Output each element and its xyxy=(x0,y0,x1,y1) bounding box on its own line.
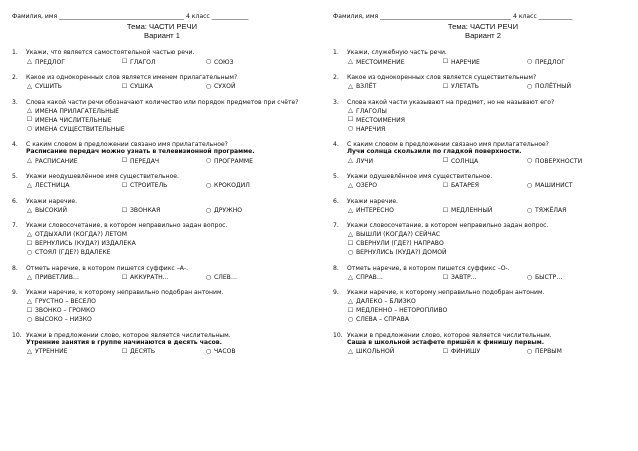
answer-option[interactable] xyxy=(26,157,121,165)
square-icon[interactable]: ☐ xyxy=(121,347,128,356)
answer-option-label: СОЮЗ xyxy=(214,58,234,66)
answer-options xyxy=(26,83,312,91)
question-item xyxy=(12,49,312,66)
answer-option[interactable] xyxy=(205,157,253,165)
answer-option[interactable] xyxy=(26,207,121,215)
circle-icon[interactable]: ○ xyxy=(347,315,354,324)
answer-option[interactable] xyxy=(26,116,312,124)
question-item xyxy=(333,289,633,323)
answer-option-label: ВЕРНУЛИСЬ (КУДА?) ИЗДАЛЕКА xyxy=(35,240,136,248)
answer-option[interactable] xyxy=(26,58,121,66)
circle-icon[interactable]: ○ xyxy=(205,272,212,281)
answer-option[interactable] xyxy=(347,348,442,356)
question-number: 7. xyxy=(12,222,18,230)
question-text: С каким словом в предложении связано имя прилагательное? xyxy=(26,141,228,149)
question-number: 6. xyxy=(12,197,18,205)
answer-option[interactable] xyxy=(347,298,633,306)
circle-icon[interactable]: ○ xyxy=(26,124,33,133)
answer-options xyxy=(347,83,633,91)
answer-option[interactable] xyxy=(347,307,633,315)
answer-options xyxy=(347,274,633,282)
answer-option-label: МАШИНИСТ xyxy=(535,182,573,190)
triangle-icon[interactable]: △ xyxy=(348,347,353,356)
circle-icon[interactable]: ○ xyxy=(526,272,533,281)
answer-option[interactable] xyxy=(347,83,442,91)
answer-option-label: ВЫСОКО – НИЗКО xyxy=(35,316,92,324)
worksheet-topic: Тема: ЧАСТИ РЕЧИ xyxy=(447,22,519,31)
question-number: 10. xyxy=(12,331,22,339)
square-icon[interactable]: ☐ xyxy=(442,82,449,91)
square-icon[interactable]: ☐ xyxy=(442,205,449,214)
answer-option-label: ВЗЛЁТ xyxy=(356,83,377,91)
question-item xyxy=(333,198,633,215)
square-icon[interactable]: ☐ xyxy=(347,239,354,248)
answer-option-label: ЧАСОВ xyxy=(214,348,236,356)
question-text: Укажи словосочетание, в котором неправильно задан вопрос. xyxy=(26,222,228,230)
answer-option-label: ДАЛЕКО – БЛИЗКО xyxy=(356,298,416,306)
answer-option[interactable] xyxy=(26,231,312,239)
question-text: Укажи наречие. xyxy=(347,197,399,205)
answer-option-label: РАСПИСАНИЕ xyxy=(35,157,78,165)
triangle-icon[interactable]: △ xyxy=(27,272,32,281)
question-text: Укажи одушевлённое имя существительное. xyxy=(347,172,493,180)
answer-option-label: МЕДЛЕННЫЙ xyxy=(451,207,493,215)
answer-option[interactable] xyxy=(26,316,312,324)
question-item xyxy=(333,265,633,282)
question-item xyxy=(12,289,312,323)
question-text: Слова какой части речи обозначают количество или порядок предметов при счёте? xyxy=(26,98,299,106)
answer-option-label: УТРЕННИЕ xyxy=(35,348,68,356)
question-sentence: Расписание передач можно узнать в телевизионной программе. xyxy=(26,148,255,156)
answer-options xyxy=(26,348,312,356)
answer-option[interactable] xyxy=(347,249,633,257)
answer-option[interactable] xyxy=(347,116,633,124)
square-icon[interactable]: ☐ xyxy=(26,239,33,248)
question-list xyxy=(333,49,633,356)
question-item xyxy=(12,74,312,91)
answer-option-label: ПРЕДЛОГ xyxy=(535,58,565,66)
square-icon[interactable]: ☐ xyxy=(26,115,33,124)
circle-icon[interactable]: ○ xyxy=(526,156,533,165)
answer-option[interactable] xyxy=(347,240,633,248)
question-item xyxy=(12,173,312,190)
question-item xyxy=(333,332,633,356)
answer-options xyxy=(26,231,312,257)
square-icon[interactable]: ☐ xyxy=(347,115,354,124)
square-icon[interactable]: ☐ xyxy=(121,272,128,281)
square-icon[interactable]: ☐ xyxy=(347,306,354,315)
question-text: Укажи наречие, к которому неправильно подобран антоним. xyxy=(26,289,224,297)
answer-option-label: ИМЕНА ПРИЛАГАТЕЛЬНЫЕ xyxy=(35,107,119,115)
question-number: 3. xyxy=(12,98,18,106)
triangle-icon[interactable]: △ xyxy=(27,82,32,91)
answer-option[interactable] xyxy=(347,231,633,239)
answer-option-label: МЕДЛЕННО – НЕТОРОПЛИВО xyxy=(356,307,448,315)
answer-options xyxy=(347,107,633,133)
question-item xyxy=(12,265,312,282)
question-number: 2. xyxy=(333,73,339,81)
square-icon[interactable]: ☐ xyxy=(121,156,128,165)
answer-option-label: ЗВОНКО – ГРОМКО xyxy=(35,307,96,315)
answer-option[interactable] xyxy=(205,207,242,215)
question-text: Отметь наречие, в котором пишется суффикс –О-. xyxy=(347,264,510,272)
answer-option-label: ИНТЕРЕСНО xyxy=(356,207,394,215)
answer-option-label: ТЯЖЁЛАЯ xyxy=(535,207,567,215)
answer-options xyxy=(26,107,312,133)
question-item xyxy=(333,141,633,165)
answer-option-label: ВЫШЛИ (КОГДА?) СЕЙЧАС xyxy=(356,231,441,239)
question-item xyxy=(333,74,633,91)
worksheet-topic: Тема: ЧАСТИ РЕЧИ xyxy=(126,22,198,31)
answer-option-label: ИМЕНА СУЩЕСТВИТЕЛЬНЫЕ xyxy=(35,125,125,133)
question-text: Укажи, что является самостоятельной частью речи. xyxy=(26,49,195,57)
question-item xyxy=(12,332,312,356)
question-text: Укажи неодушевлённое имя существительное. xyxy=(26,172,179,180)
answer-option-label: ЗАВТР… xyxy=(451,274,477,282)
question-item xyxy=(333,222,633,256)
answer-option-label: ИМЕНА ЧИСЛИТЕЛЬНЫЕ xyxy=(35,116,112,124)
name-class-line: Фамилия, имя ___________________________________________ 4 класс ___________ xyxy=(333,13,573,20)
answer-option[interactable] xyxy=(526,207,566,215)
answer-options xyxy=(347,348,633,356)
answer-option[interactable] xyxy=(347,182,442,190)
answer-option[interactable] xyxy=(26,274,121,282)
circle-icon[interactable]: ○ xyxy=(526,181,533,190)
answer-option-label: СОЛНЦА xyxy=(451,157,479,165)
answer-option[interactable] xyxy=(526,274,562,282)
question-text: Укажи в предложении слово, которое является числительным. xyxy=(26,331,231,339)
question-sentence: Саша в школьной эстафете пришёл к финишу первым. xyxy=(347,338,545,346)
answer-option-label: ДЕСЯТЬ xyxy=(130,348,156,356)
square-icon[interactable]: ☐ xyxy=(26,306,33,315)
question-number: 2. xyxy=(12,73,18,81)
answer-option-label: СУШИТЬ xyxy=(35,83,62,91)
answer-option-label: СЛЕВА – СПРАВА xyxy=(356,316,409,324)
answer-options xyxy=(347,58,633,66)
circle-icon[interactable]: ○ xyxy=(205,82,212,91)
circle-icon[interactable]: ○ xyxy=(205,347,212,356)
triangle-icon[interactable]: △ xyxy=(27,347,32,356)
triangle-icon[interactable]: △ xyxy=(348,230,353,239)
answer-option[interactable] xyxy=(442,182,526,190)
question-number: 1. xyxy=(333,49,339,57)
answer-option[interactable] xyxy=(26,307,312,315)
question-item xyxy=(12,99,312,133)
answer-option[interactable] xyxy=(526,157,582,165)
question-sentence: Утренние занятия в группе начинаются в десять часов. xyxy=(26,338,222,346)
answer-option-label: ФИНИШУ xyxy=(451,348,481,356)
square-icon[interactable]: ☐ xyxy=(442,272,449,281)
answer-option[interactable] xyxy=(205,83,236,91)
answer-options xyxy=(26,157,312,165)
circle-icon[interactable]: ○ xyxy=(526,347,533,356)
triangle-icon[interactable]: △ xyxy=(348,297,353,306)
worksheet-title-block xyxy=(12,22,312,40)
question-item xyxy=(12,198,312,215)
question-number: 3. xyxy=(333,98,339,106)
answer-option-label: АККУРАТН… xyxy=(130,274,169,282)
answer-option[interactable] xyxy=(526,182,573,190)
question-text: Укажи словосочетание, в котором неправильно задан вопрос. xyxy=(347,222,549,230)
question-text: Укажи наречие. xyxy=(26,197,78,205)
answer-option-label: БАТАРЕЯ xyxy=(451,182,479,190)
question-number: 9. xyxy=(12,289,18,297)
question-number: 5. xyxy=(333,172,339,180)
answer-option[interactable] xyxy=(347,316,633,324)
question-text: Укажи, служебную часть речи. xyxy=(347,49,447,57)
question-number: 6. xyxy=(333,197,339,205)
answer-option-label: ЗВОНКАЯ xyxy=(130,207,161,215)
answer-option[interactable] xyxy=(442,348,526,356)
answer-option[interactable] xyxy=(442,274,526,282)
worksheet-variant-2 xyxy=(333,13,633,364)
answer-option[interactable] xyxy=(26,83,121,91)
question-sentence: Лучи солнца скользили по гладкой поверхности. xyxy=(347,148,522,156)
answer-option-label: СВЕРНУЛИ (ГДЕ?) НАПРАВО xyxy=(356,240,444,248)
square-icon[interactable]: ☐ xyxy=(442,57,449,66)
triangle-icon[interactable]: △ xyxy=(27,106,32,115)
answer-option[interactable] xyxy=(442,83,526,91)
answer-option[interactable] xyxy=(121,58,205,66)
answer-options xyxy=(26,298,312,324)
answer-option[interactable] xyxy=(205,182,250,190)
question-number: 4. xyxy=(12,141,18,149)
answer-option[interactable] xyxy=(526,58,565,66)
question-text: Укажи наречие, к которому неправильно подобран антоним. xyxy=(347,289,545,297)
square-icon[interactable]: ☐ xyxy=(121,205,128,214)
question-number: 1. xyxy=(12,49,18,57)
square-icon[interactable]: ☐ xyxy=(442,347,449,356)
answer-option-label: НАРЕЧИЯ xyxy=(356,125,386,133)
answer-option[interactable] xyxy=(347,107,633,115)
circle-icon[interactable]: ○ xyxy=(205,205,212,214)
answer-option[interactable] xyxy=(442,58,526,66)
answer-options xyxy=(347,231,633,257)
answer-option-label: КРОКОДИЛ xyxy=(214,182,250,190)
question-number: 9. xyxy=(333,289,339,297)
question-text: Какое из однокоренных слов является существительным? xyxy=(347,73,537,81)
triangle-icon[interactable]: △ xyxy=(348,181,353,190)
triangle-icon[interactable]: △ xyxy=(348,82,353,91)
answer-option-label: СУХОЙ xyxy=(214,83,236,91)
circle-icon[interactable]: ○ xyxy=(205,57,212,66)
answer-option[interactable] xyxy=(205,348,236,356)
answer-option-label: ПЕРВЫМ xyxy=(535,348,562,356)
question-text: Какое из однокоренных слов является именем прилагательным? xyxy=(26,73,238,81)
triangle-icon[interactable]: △ xyxy=(27,205,32,214)
circle-icon[interactable]: ○ xyxy=(526,57,533,66)
answer-options xyxy=(347,207,633,215)
question-text: Отметь наречие, в котором пишется суффикс –А-. xyxy=(26,264,189,272)
answer-options xyxy=(26,182,312,190)
answer-option[interactable] xyxy=(26,182,121,190)
question-item xyxy=(12,222,312,256)
answer-option-label: ЛУЧИ xyxy=(356,157,374,165)
answer-option[interactable] xyxy=(26,298,312,306)
answer-option[interactable] xyxy=(347,274,442,282)
answer-option-label: ВЫСОКИЙ xyxy=(35,207,68,215)
square-icon[interactable]: ☐ xyxy=(121,181,128,190)
triangle-icon[interactable]: △ xyxy=(27,57,32,66)
answer-option-label: НАРЕЧИЕ xyxy=(451,58,480,66)
circle-icon[interactable]: ○ xyxy=(347,248,354,257)
answer-option[interactable] xyxy=(121,157,205,165)
answer-options xyxy=(26,274,312,282)
worksheet-variant-label: Вариант 1 xyxy=(144,31,180,41)
answer-options xyxy=(347,182,633,190)
answer-option-label: ОЗЕРО xyxy=(356,182,378,190)
answer-option[interactable] xyxy=(347,207,442,215)
triangle-icon[interactable]: △ xyxy=(348,205,353,214)
answer-option-label: ПЕРЕДАЧ xyxy=(130,157,160,165)
answer-option-label: ГЛАГОЛЫ xyxy=(356,107,387,115)
circle-icon[interactable]: ○ xyxy=(205,181,212,190)
answer-option-label: ВЕРНУЛИСЬ (КУДА?) ДОМОЙ xyxy=(356,249,447,257)
triangle-icon[interactable]: △ xyxy=(348,156,353,165)
question-number: 8. xyxy=(12,264,18,272)
triangle-icon[interactable]: △ xyxy=(27,297,32,306)
triangle-icon[interactable]: △ xyxy=(27,181,32,190)
square-icon[interactable]: ☐ xyxy=(442,181,449,190)
answer-option[interactable] xyxy=(347,125,633,133)
circle-icon[interactable]: ○ xyxy=(526,82,533,91)
question-text: Слова какой части указывают на предмет, но не называют его? xyxy=(347,98,555,106)
question-number: 10. xyxy=(333,331,343,339)
answer-option[interactable] xyxy=(121,348,205,356)
answer-option[interactable] xyxy=(121,274,205,282)
answer-option[interactable] xyxy=(121,207,205,215)
answer-option[interactable] xyxy=(526,348,562,356)
question-item xyxy=(12,141,312,165)
triangle-icon[interactable]: △ xyxy=(27,156,32,165)
question-item xyxy=(333,99,633,133)
answer-option-label: ГЛАГОЛ xyxy=(130,58,156,66)
circle-icon[interactable]: ○ xyxy=(205,156,212,165)
answer-option-label: СТОЯЛ (ГДЕ?) ВДАЛЕКЕ xyxy=(35,249,111,257)
answer-option[interactable] xyxy=(121,83,205,91)
answer-options xyxy=(26,207,312,215)
answer-option-label: ОТДЫХАЛИ (КОГДА?) ЛЕТОМ xyxy=(35,231,127,239)
question-number: 4. xyxy=(333,141,339,149)
answer-option[interactable] xyxy=(26,348,121,356)
answer-option-label: МЕСТОИМЕНИЯ xyxy=(356,116,405,124)
answer-option-label: СЛЕВ… xyxy=(214,274,237,282)
answer-option-label: УЛЕТАТЬ xyxy=(451,83,479,91)
circle-icon[interactable]: ○ xyxy=(26,248,33,257)
answer-option-label: ПОВЕРХНОСТИ xyxy=(535,157,583,165)
answer-option-label: ПРОГРАММЕ xyxy=(214,157,253,165)
triangle-icon[interactable]: △ xyxy=(348,272,353,281)
answer-option[interactable] xyxy=(26,125,312,133)
answer-option-label: ШКОЛЬНОЙ xyxy=(356,348,395,356)
answer-option[interactable] xyxy=(347,157,442,165)
question-number: 5. xyxy=(12,172,18,180)
answer-option-label: ПРЕДЛОГ xyxy=(35,58,65,66)
answer-options xyxy=(347,157,633,165)
answer-option[interactable] xyxy=(526,83,571,91)
question-text: Укажи в предложении слово, которое является числительным. xyxy=(347,331,552,339)
answer-option[interactable] xyxy=(442,207,526,215)
answer-option[interactable] xyxy=(205,58,234,66)
worksheet-variant-1 xyxy=(12,13,312,364)
answer-option[interactable] xyxy=(26,240,312,248)
answer-option-label: ПОЛЁТНЫЙ xyxy=(535,83,572,91)
answer-option[interactable] xyxy=(26,107,312,115)
circle-icon[interactable]: ○ xyxy=(526,205,533,214)
answer-option-label: ГРУСТНО – ВЕСЕЛО xyxy=(35,298,96,306)
answer-option-label: СТРОИТЕЛЬ xyxy=(130,182,168,190)
circle-icon[interactable]: ○ xyxy=(347,124,354,133)
question-text: С каким словом в предложении связано имя прилагательное? xyxy=(347,141,549,149)
question-number: 7. xyxy=(333,222,339,230)
answer-option-label: ПРИВЕТЛИВ… xyxy=(35,274,79,282)
question-number: 8. xyxy=(333,264,339,272)
answer-option[interactable] xyxy=(205,274,237,282)
circle-icon[interactable]: ○ xyxy=(26,315,33,324)
question-list xyxy=(12,49,312,356)
answer-option[interactable] xyxy=(121,182,205,190)
square-icon[interactable]: ☐ xyxy=(121,82,128,91)
answer-option[interactable] xyxy=(442,157,526,165)
answer-option-label: МЕСТОИМЕНИЕ xyxy=(356,58,405,66)
question-item xyxy=(333,173,633,190)
answer-option[interactable] xyxy=(347,58,442,66)
answer-option-label: ДРУЖНО xyxy=(214,207,243,215)
answer-option[interactable] xyxy=(26,249,312,257)
question-item xyxy=(333,49,633,66)
answer-option-label: СУШКА xyxy=(130,83,153,91)
square-icon[interactable]: ☐ xyxy=(442,156,449,165)
triangle-icon[interactable]: △ xyxy=(348,57,353,66)
triangle-icon[interactable]: △ xyxy=(27,230,32,239)
answer-options xyxy=(26,58,312,66)
worksheet-title-block xyxy=(333,22,633,40)
answer-options xyxy=(347,298,633,324)
triangle-icon[interactable]: △ xyxy=(348,106,353,115)
answer-option-label: СПРАВ… xyxy=(356,274,383,282)
answer-option-label: ЛЕСТНИЦА xyxy=(35,182,70,190)
square-icon[interactable]: ☐ xyxy=(121,57,128,66)
name-class-line: Фамилия, имя _________________________________________ 4 класс ____________ xyxy=(12,13,249,20)
worksheet-variant-label: Вариант 2 xyxy=(465,31,501,41)
answer-option-label: БЫСТР… xyxy=(535,274,563,282)
